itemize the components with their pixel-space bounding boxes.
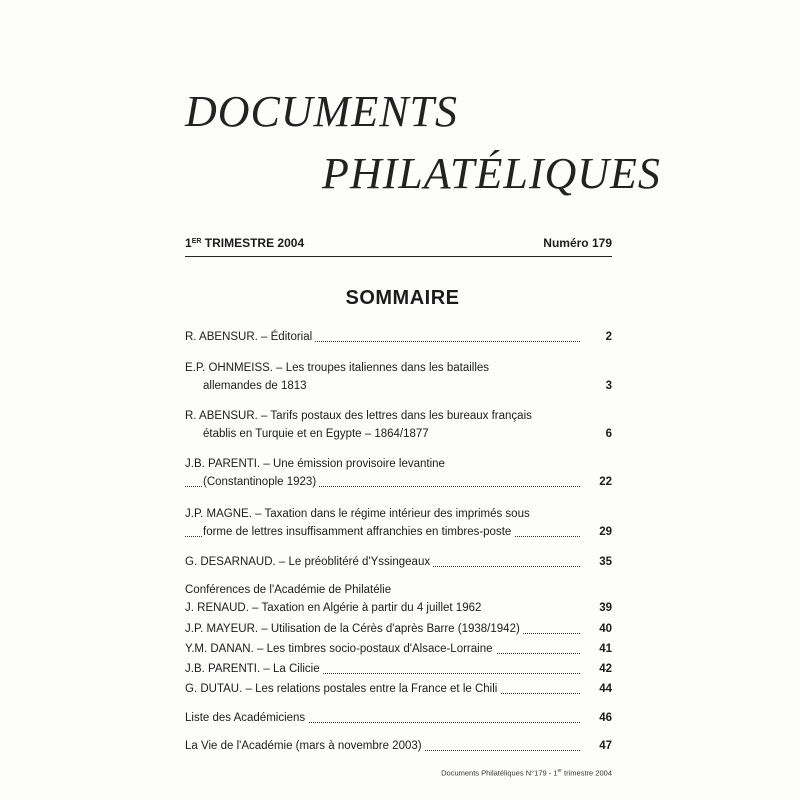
toc-entry-text: G. DESARNAUD. – Le préoblitéré d'Yssingeaux (185, 556, 433, 568)
journal-title-line2: PHILATÉLIQUES (322, 149, 661, 198)
toc-entry (185, 737, 612, 755)
toc-entry-page: 39 (595, 599, 612, 617)
toc-entry-text: J.P. MAYEUR. – Utilisation de la Cérès d'après Barre (1938/1942) (185, 623, 523, 635)
toc-entry-text-continued: allemandes de 1813 (203, 380, 310, 392)
footer-text: Documents Philatéliques N°179 - 1 (441, 768, 558, 778)
trimester-label (185, 236, 304, 250)
toc-entry (185, 680, 612, 698)
toc-entry-page: 29 (595, 523, 612, 541)
toc-entry-text: J.B. PARENTI. – La Cilicie (185, 663, 323, 675)
toc-section-heading (185, 581, 612, 599)
toc-entry-page: 2 (602, 328, 612, 346)
toc-entry-text: J.P. MAGNE. – Taxation dans le régime intérieur des imprimés sous (185, 508, 533, 520)
toc-entry (185, 455, 612, 491)
toc-entry (185, 620, 612, 638)
journal-title-line1: DOCUMENTS (185, 87, 459, 136)
toc-entry (185, 553, 612, 571)
toc-entry-page: 3 (602, 377, 612, 395)
toc-entry (185, 359, 612, 395)
toc-entry-text: E.P. OHNMEISS. – Les troupes italiennes dans les batailles (185, 362, 492, 374)
toc-entry-page: 22 (595, 473, 612, 491)
toc-entry-text: R. ABENSUR. – Éditorial (185, 331, 315, 343)
toc-entry-text: R. ABENSUR. – Tarifs postaux des lettres dans les bureaux français (185, 410, 535, 422)
toc-entry-text-continued: forme de lettres insuffisamment affranchies en timbres-poste (203, 526, 514, 538)
toc-entry (185, 328, 612, 346)
toc-section-heading-text: Conférences de l'Académie de Philatélie (185, 584, 394, 596)
toc-entry-text: J.B. PARENTI. – Une émission provisoire levantine (185, 458, 448, 470)
toc-entry-text-continued: établis en Turquie et en Egypte – 1864/1877 (203, 428, 432, 440)
toc-entry-text-continued: (Constantinople 1923) (203, 476, 319, 488)
toc-entry-page: 47 (595, 737, 612, 755)
toc-entry (185, 505, 612, 541)
toc-entry-text: G. DUTAU. – Les relations postales entre la France et le Chili (185, 683, 500, 695)
toc-entry-page: 42 (595, 660, 612, 678)
toc-heading-text: SOMMAIRE (345, 287, 460, 309)
trimester-text: TRIMESTRE 2004 (201, 236, 305, 250)
toc-entry (185, 640, 612, 658)
toc-entry-page: 6 (602, 425, 612, 443)
toc-entry-page: 41 (595, 640, 612, 658)
toc-entry-text: J. RENAUD. – Taxation en Algérie à partir du 4 juillet 1962 (185, 602, 484, 614)
page-footer (441, 768, 612, 778)
toc-entry-text: Liste des Académiciens (185, 712, 308, 724)
toc-entry (185, 709, 612, 727)
issue-info-bar (185, 236, 612, 257)
toc-entry (185, 660, 612, 678)
trimester-superscript: ER (191, 238, 202, 245)
footer-superscript: er (557, 768, 562, 774)
toc-entry-page: 40 (595, 620, 612, 638)
issue-number: Numéro 179 (543, 236, 612, 250)
footer-text-end: trimestre 2004 (561, 768, 612, 778)
toc-entry (185, 407, 612, 443)
toc-entry-page: 46 (595, 709, 612, 727)
toc-entry-page: 44 (595, 680, 612, 698)
toc-entry-text: La Vie de l'Académie (mars à novembre 2003) (185, 740, 425, 752)
trimester-number: 1 (185, 236, 192, 250)
toc-entry (185, 599, 612, 617)
toc-heading (0, 287, 800, 310)
toc-entry-text: Y.M. DANAN. – Les timbres socio-postaux d'Alsace-Lorraine (185, 643, 496, 655)
toc-entry-page: 35 (595, 553, 612, 571)
